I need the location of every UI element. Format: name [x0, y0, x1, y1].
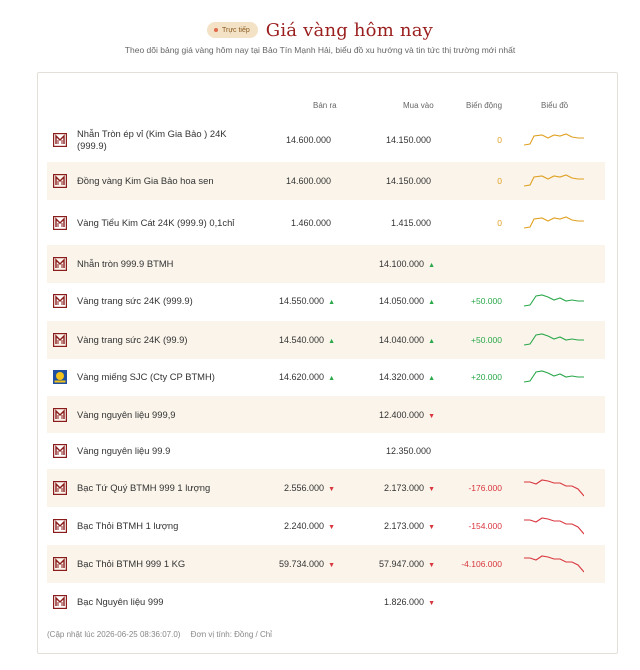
trend-line [524, 217, 584, 228]
sell-price: 2.240.000 [284, 521, 325, 531]
buy-price-cell [386, 176, 435, 186]
trend-sparkline [524, 366, 584, 388]
sell-price-cell [284, 521, 335, 531]
arrow-down-icon: ▼ [328, 562, 335, 569]
sell-price: 2.556.000 [284, 483, 325, 493]
product-name: Vàng miếng SJC (Cty CP BTMH) [77, 371, 215, 382]
sell-price-cell [291, 218, 335, 228]
btmh-logo-icon [53, 333, 67, 347]
arrow-up-icon: ▲ [428, 338, 435, 345]
table-row[interactable] [47, 507, 605, 545]
buy-price: 2.173.000 [384, 483, 425, 493]
buy-price: 57.947.000 [379, 559, 425, 569]
trend-sparkline [524, 553, 584, 575]
buy-price: 12.400.000 [379, 409, 425, 420]
column-header-change: Biến động [466, 101, 503, 110]
btmh-logo-icon [53, 133, 67, 147]
trend-line [524, 334, 584, 345]
price-change: +50.000 [471, 296, 502, 306]
trend-sparkline [524, 329, 584, 351]
live-badge [207, 22, 258, 38]
buy-price-cell [379, 259, 435, 269]
buy-price-cell [379, 296, 435, 306]
btmh-logo-icon [53, 519, 67, 533]
buy-price-cell [391, 218, 435, 228]
live-badge-label: Trực tiếp [221, 26, 250, 34]
arrow-up-icon: ▲ [328, 299, 335, 306]
price-change: -4.106.000 [461, 559, 502, 569]
buy-price: 14.100.000 [379, 259, 425, 269]
trend-line [524, 371, 584, 382]
buy-price: 2.173.000 [384, 521, 425, 531]
page-header [0, 0, 640, 70]
arrow-up-icon: ▲ [328, 375, 335, 382]
sell-price-cell [286, 176, 335, 186]
trend-sparkline [524, 515, 584, 537]
arrow-down-icon: ▼ [428, 524, 435, 531]
buy-price-cell [379, 335, 435, 345]
trend-line [524, 134, 584, 145]
table-row[interactable] [47, 162, 605, 200]
arrow-down-icon: ▼ [328, 524, 335, 531]
buy-price: 14.150.000 [385, 176, 431, 186]
trend-sparkline [524, 212, 584, 234]
btmh-logo-icon [53, 294, 67, 308]
trend-line [524, 480, 584, 496]
table-row[interactable] [47, 201, 605, 245]
table-row[interactable] [47, 396, 605, 433]
buy-price-cell [384, 483, 435, 493]
sell-price-cell [286, 135, 335, 145]
buy-price: 12.350.000 [385, 446, 431, 456]
sell-price: 59.734.000 [279, 559, 325, 569]
table-row[interactable] [47, 469, 605, 507]
sell-price-cell [279, 372, 335, 382]
buy-price: 1.826.000 [384, 597, 425, 607]
arrow-up-icon: ▲ [328, 338, 335, 345]
trend-line [524, 175, 584, 186]
product-name: Bạc Thỏi BTMH 999 1 KG [77, 558, 186, 569]
sell-price: 1.460.000 [290, 218, 331, 228]
arrow-up-icon: ▲ [428, 299, 435, 306]
table-row[interactable] [47, 321, 605, 359]
sell-price: 14.550.000 [279, 296, 325, 306]
sell-price-cell [284, 483, 335, 493]
product-name: Vàng trang sức 24K (999.9) [77, 295, 193, 306]
title-row [0, 17, 640, 43]
btmh-logo-icon [53, 216, 67, 230]
sell-price: 14.540.000 [279, 335, 325, 345]
column-header-sell: Bán ra [313, 101, 337, 110]
arrow-down-icon: ▼ [428, 412, 435, 420]
sell-price-cell [331, 597, 335, 607]
btmh-logo-icon [53, 408, 67, 422]
product-name: Vàng Tiểu Kim Cát 24K (999.9) 0,1chỉ [77, 217, 235, 228]
table-row[interactable] [47, 282, 605, 320]
price-change: 0 [497, 135, 502, 145]
trend-sparkline [524, 477, 584, 499]
price-change: +20.000 [471, 372, 502, 382]
buy-price-cell [384, 521, 435, 531]
product-name: Bạc Tứ Quý BTMH 999 1 lượng [77, 482, 211, 493]
table-footer [47, 630, 280, 639]
arrow-up-icon: ▲ [428, 262, 435, 269]
product-name: Bạc Thỏi BTMH 1 lượng [77, 520, 179, 531]
product-name: Vàng trang sức 24K (99.9) [77, 334, 188, 345]
table-row[interactable] [47, 118, 605, 162]
product-name: Nhẫn tròn 999.9 BTMH [77, 258, 174, 269]
price-change: +50.000 [471, 335, 502, 345]
sell-price-cell [279, 335, 335, 345]
buy-price: 1.415.000 [390, 218, 431, 228]
table-row[interactable] [47, 433, 605, 469]
btmh-logo-icon [53, 174, 67, 188]
product-name: Nhẫn Tròn ép vỉ (Kim Gia Bảo ) 24K (999.9) [77, 128, 227, 151]
arrow-up-icon: ▲ [428, 375, 435, 382]
product-name: Đồng vàng Kim Gia Bảo hoa sen [77, 175, 214, 186]
product-name: Vàng nguyên liệu 999,9 [77, 408, 176, 420]
updated-timestamp: (Cập nhật lúc 2026-06-25 08:36:07.0) [47, 630, 181, 639]
buy-price: 14.050.000 [379, 296, 425, 306]
column-header-chart: Biểu đồ [541, 101, 569, 110]
buy-price-cell [386, 446, 435, 456]
price-change: 0 [497, 176, 502, 186]
buy-price-cell [379, 559, 435, 569]
table-row[interactable] [47, 583, 605, 621]
sell-price: 14.600.000 [285, 176, 331, 186]
buy-price: 14.150.000 [385, 135, 431, 145]
table-row[interactable] [47, 545, 605, 583]
product-name: Vàng nguyên liệu 99.9 [77, 445, 171, 456]
unit-label: Đơn vị tính: Đồng / Chỉ [190, 630, 272, 639]
sell-price-cell [279, 296, 335, 306]
page-title: Giá vàng hôm nay [265, 19, 433, 41]
arrow-down-icon: ▼ [328, 486, 335, 493]
sell-price-cell [279, 559, 335, 569]
trend-sparkline [524, 290, 584, 312]
sell-price: 14.600.000 [285, 135, 331, 145]
sell-price-cell [331, 410, 335, 420]
buy-price: 14.040.000 [379, 335, 425, 345]
buy-price-cell [379, 372, 435, 382]
buy-price-cell [379, 410, 435, 420]
sell-price-cell [331, 446, 335, 456]
table-row[interactable] [47, 245, 605, 283]
table-row[interactable] [47, 358, 605, 396]
product-name: Bạc Nguyên liệu 999 [77, 596, 164, 607]
btmh-logo-icon [53, 595, 67, 609]
trend-line [524, 518, 584, 534]
btmh-logo-icon [53, 444, 67, 458]
btmh-logo-icon [53, 257, 67, 271]
sell-price-cell [331, 259, 335, 269]
trend-line [524, 556, 584, 572]
arrow-down-icon: ▼ [428, 486, 435, 493]
price-change: -154.000 [468, 521, 502, 531]
price-change: 0 [497, 218, 502, 228]
sell-price: 14.620.000 [279, 372, 325, 382]
sjc-logo-icon [53, 370, 67, 384]
arrow-down-icon: ▼ [428, 600, 435, 607]
arrow-down-icon: ▼ [428, 562, 435, 569]
trend-line [524, 295, 584, 306]
btmh-logo-icon [53, 481, 67, 495]
trend-sparkline [524, 170, 584, 192]
page-subtitle: Theo dõi bảng giá vàng hôm nay tại Bảo Tín Mạnh Hải, biểu đồ xu hướng và tin tức thị trường mới nhất [124, 45, 516, 55]
trend-sparkline [524, 129, 584, 151]
price-change: -176.000 [468, 483, 502, 493]
buy-price: 14.320.000 [379, 372, 425, 382]
live-dot-icon [214, 28, 218, 32]
column-header-buy: Mua vào [403, 101, 434, 110]
buy-price-cell [386, 135, 435, 145]
btmh-logo-icon [53, 557, 67, 571]
buy-price-cell [384, 597, 435, 607]
